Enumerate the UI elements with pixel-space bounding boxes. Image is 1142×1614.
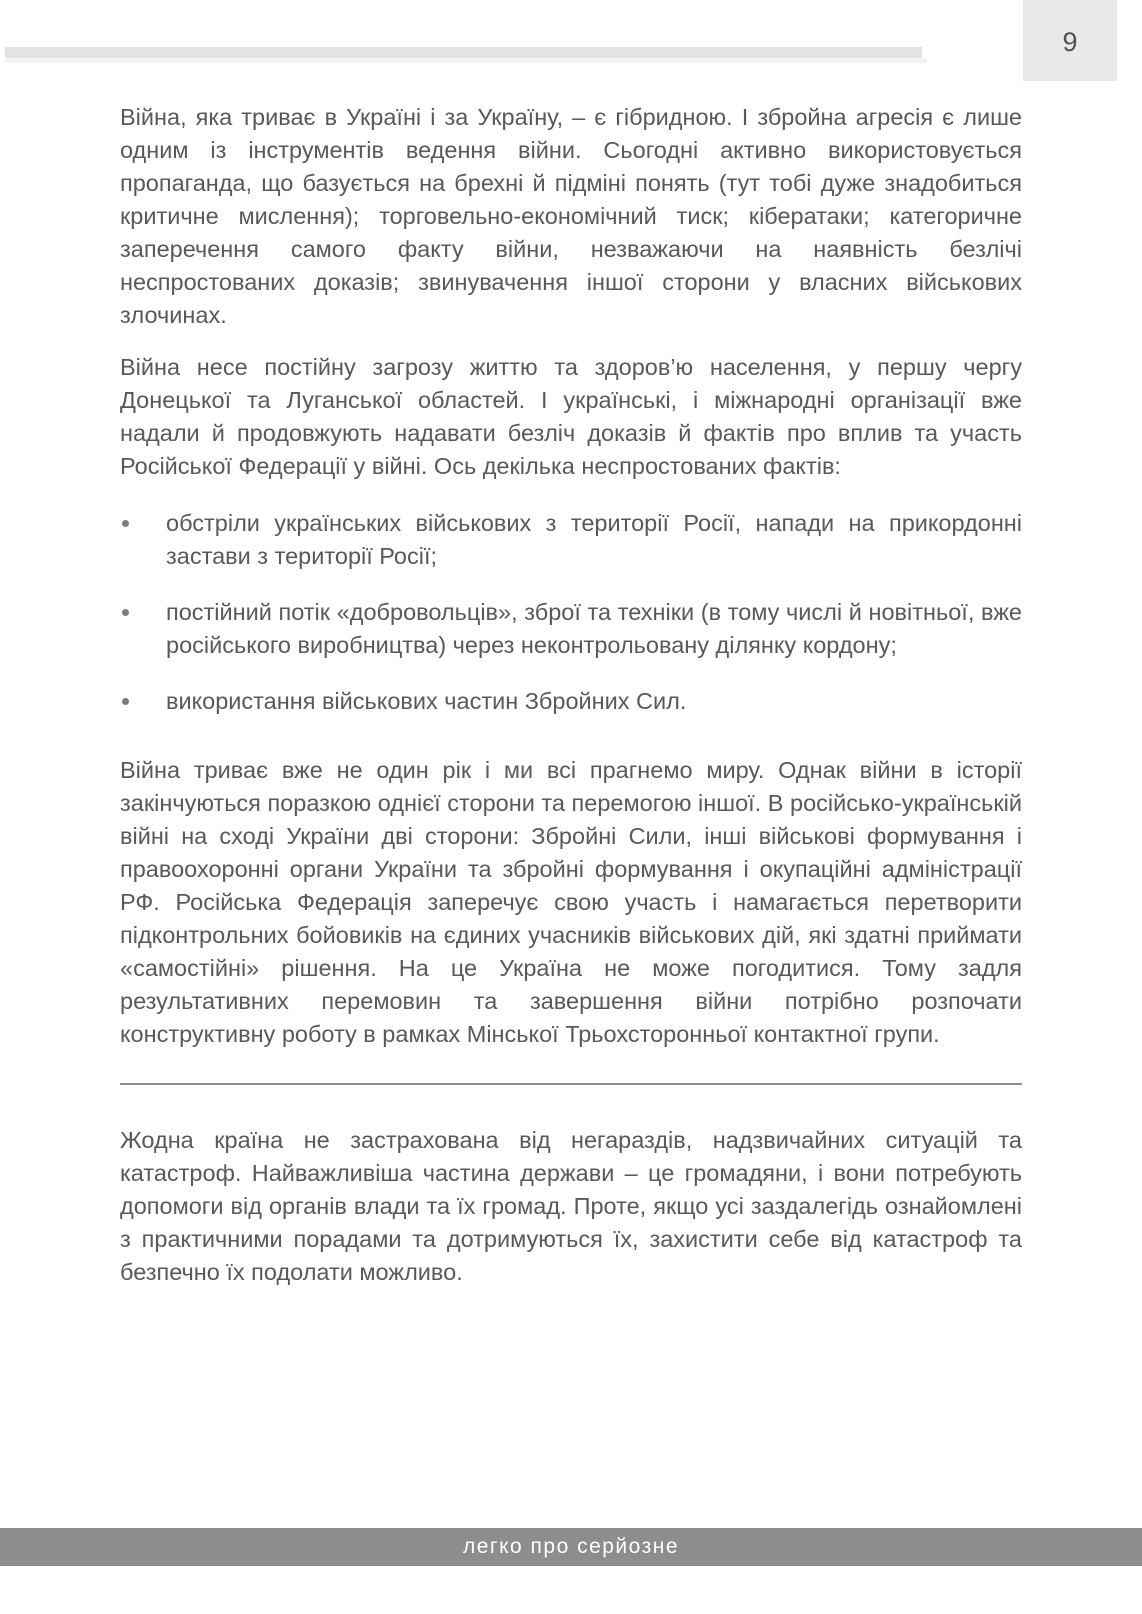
list-item-text: використання військових частин Збройних Сил. (166, 688, 687, 714)
section-divider (120, 1083, 1022, 1085)
paragraph-hybrid-war: Війна, яка триває в Україні і за Україну, – є гібридною. І збройна агресія є лише одним із інструментів ведення війни. Сьогодні активно використовується пропаганда, що базується на брехні й підміні понять (тут тобі дуже знадобиться критичне мислення); торговельно-економічний тиск; кібератаки; категоричне заперечення самого факту війни, незважаючи на наявність безлічі неспростованих доказів; звинувачення іншої сторони у власних військових злочинах. (120, 104, 1022, 328)
header-rule (5, 47, 922, 58)
page-number-box (1023, 0, 1117, 81)
bullet-icon (122, 698, 129, 705)
list-item (120, 507, 1022, 573)
header-rule-light (5, 58, 927, 63)
list-item (120, 596, 1022, 662)
footer-bar (0, 1528, 1142, 1566)
list-item-text: обстріли українських військових з території Росії, напади на прикордонні застави з території Росії; (166, 510, 1022, 569)
paragraph-war-sides: Війна триває вже не один рік і ми всі прагнемо миру. Однак війни в історії закінчуються поразкою однієї сторони та перемогою іншої. В російсько-українській війні на сході України дві сторони: Збройні Сили, інші військові формування і правоохоронні органи України та збройні формування і окупаційні адміністрації РФ. Російська Федерація заперечує свою участь і намагається перетворити підконтрольних бойовиків на єдиних учасників військових дій, які здатні приймати «самостійні» рішення. На це Україна не може погодитися. Тому задля результативних перемовин та завершення війни потрібно розпочати конструктивну роботу в рамках Мінської Трьохсторонньої контактної групи. (120, 757, 1022, 1047)
paragraph-threat-facts: Війна несе постійну загрозу життю та здоров’ю населення, у першу чергу Донецької та Луганської областей. І українські, і міжнародні організації вже надали й продовжують надавати безліч доказів й фактів про вплив та участь Російської Федерації у війні. Ось декілька неспростованих фактів: (120, 354, 1022, 479)
paragraph-preparedness: Жодна країна не застрахована від негараздів, надзвичайних ситуацій та катастроф. Найважливіша частина держави – це громадяни, і вони потребують допомоги від органів влади та їх громад. Проте, якщо усі заздалегідь ознайомлені з практичними порадами та дотримуються їх, захистити себе від катастроф та безпечно їх подолати можливо. (120, 1127, 1022, 1285)
body-text-column (120, 101, 1022, 1308)
facts-bullet-list (120, 507, 1022, 718)
footer-slogan: легко про серйозне (462, 1535, 680, 1558)
bullet-icon (122, 520, 129, 527)
list-item (120, 685, 1022, 718)
bullet-icon (122, 609, 129, 616)
list-item-text: постійний потік «добровольців», зброї та техніки (в тому числі й новітньої, вже російського виробництва) через неконтрольовану ділянку кордону; (166, 599, 1022, 658)
page-number: 9 (1062, 27, 1078, 57)
